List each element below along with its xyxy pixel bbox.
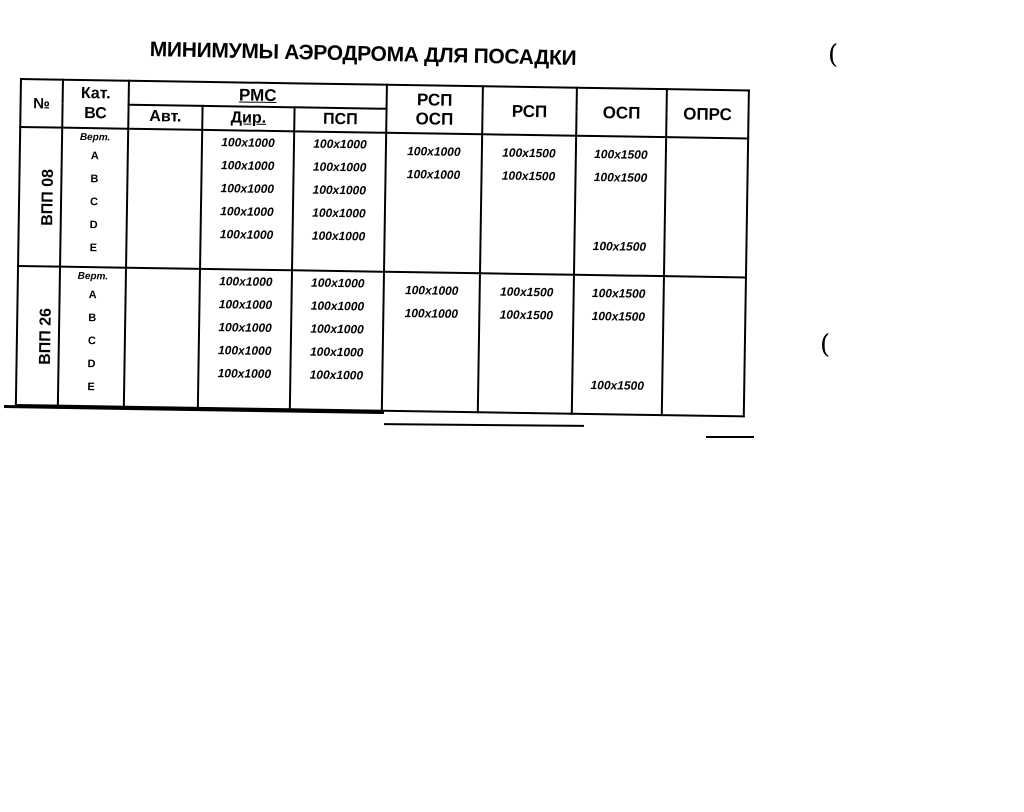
minima-value: 100x1000 bbox=[406, 167, 461, 182]
minima-value: 100x1000 bbox=[217, 343, 272, 358]
minima-value: 100x1000 bbox=[311, 228, 366, 244]
minima-table bbox=[15, 78, 750, 417]
minima-value: 100x1500 bbox=[499, 284, 554, 300]
psp-cell bbox=[290, 270, 384, 410]
table-row bbox=[18, 127, 748, 277]
header-rsp: РСП bbox=[482, 86, 577, 135]
minima-value: 100x1500 bbox=[592, 239, 647, 254]
runway-cell bbox=[18, 127, 62, 267]
table-row bbox=[16, 266, 746, 416]
minima-value: 100x1000 bbox=[404, 283, 459, 298]
header-dir-label: Дир. bbox=[230, 109, 267, 127]
minima-value: 100x1000 bbox=[217, 366, 272, 381]
category-list bbox=[58, 267, 126, 407]
minima-value: 100x1000 bbox=[312, 159, 367, 175]
header-rsp-osp-line2: ОСП bbox=[415, 109, 454, 129]
header-rms-label: РМС bbox=[238, 84, 277, 105]
minima-value: 100x1000 bbox=[218, 297, 273, 312]
header-number: № bbox=[20, 79, 63, 128]
minima-value: 100x1000 bbox=[312, 205, 366, 221]
category-item: B bbox=[88, 312, 97, 325]
header-cat-line1: Кат. bbox=[80, 84, 111, 103]
minima-value: 100x1000 bbox=[407, 144, 461, 159]
category-item: A bbox=[88, 289, 97, 302]
category-item: E bbox=[89, 242, 98, 255]
avt-cell bbox=[124, 268, 200, 408]
minima-value: 100x1000 bbox=[310, 298, 365, 314]
minima-value: 100x1500 bbox=[499, 307, 554, 323]
minima-value: 100x1000 bbox=[309, 367, 364, 383]
margin-mark: ( bbox=[828, 40, 839, 70]
minima-value: 100x1000 bbox=[218, 320, 272, 335]
header-oprs: ОПРС bbox=[666, 89, 749, 138]
minima-table-container bbox=[15, 78, 748, 415]
header-rsp-osp bbox=[386, 85, 483, 135]
dir-cell bbox=[200, 130, 294, 270]
header-cat-line2: ВС bbox=[84, 105, 107, 123]
header-osp: ОСП bbox=[576, 88, 667, 137]
minima-value: 100x1000 bbox=[220, 158, 275, 174]
category-item: D bbox=[89, 219, 98, 232]
oprs-cell bbox=[664, 137, 748, 277]
minima-value: 100x1500 bbox=[591, 309, 646, 324]
minima-value: 100x1000 bbox=[219, 274, 273, 289]
avt-cell bbox=[126, 129, 202, 269]
header-avt: Авт. bbox=[128, 105, 202, 130]
rsp-osp-cell bbox=[384, 133, 482, 273]
psp-cell bbox=[292, 131, 386, 271]
category-item: Верт. bbox=[77, 270, 109, 283]
osp-cell bbox=[572, 275, 664, 415]
minima-value: 100x1500 bbox=[501, 168, 556, 184]
minima-value: 100x1000 bbox=[404, 306, 459, 321]
minima-value: 100x1500 bbox=[594, 147, 648, 162]
minima-value: 100x1000 bbox=[311, 275, 365, 291]
runway-label: ВПП 26 bbox=[36, 307, 55, 365]
category-list bbox=[60, 128, 128, 268]
minima-value: 100x1000 bbox=[220, 204, 274, 219]
header-psp: ПСП bbox=[294, 107, 386, 132]
rsp-cell bbox=[480, 134, 576, 274]
header-dir bbox=[202, 106, 294, 131]
category-item: A bbox=[90, 150, 99, 163]
minima-value: 100x1000 bbox=[220, 181, 275, 197]
document-title: МИНИМУМЫ АЭРОДРОМА ДЛЯ ПОСАДКИ bbox=[149, 38, 577, 70]
minima-value: 100x1000 bbox=[219, 227, 274, 242]
minima-value: 100x1500 bbox=[502, 145, 556, 161]
runway-cell bbox=[16, 266, 60, 406]
minima-value: 100x1000 bbox=[312, 182, 367, 198]
minima-value: 100x1000 bbox=[313, 136, 367, 152]
category-item: C bbox=[89, 196, 99, 209]
category-item: D bbox=[87, 358, 96, 371]
dir-cell bbox=[198, 269, 292, 409]
header-rsp-osp-line1: РСП bbox=[416, 90, 453, 110]
minima-value: 100x1000 bbox=[310, 321, 364, 337]
minima-value: 100x1500 bbox=[593, 170, 648, 185]
rsp-osp-cell bbox=[382, 272, 480, 412]
category-item: E bbox=[87, 381, 95, 394]
header-aircraft-category bbox=[62, 80, 129, 129]
minima-value: 100x1000 bbox=[221, 135, 275, 151]
runway-label: ВПП 08 bbox=[39, 168, 57, 226]
minima-value: 100x1500 bbox=[591, 286, 646, 301]
margin-mark: ( bbox=[820, 330, 831, 360]
oprs-cell bbox=[662, 276, 746, 416]
minima-value: 100x1500 bbox=[590, 378, 645, 393]
category-item: Верт. bbox=[79, 131, 111, 144]
category-item: B bbox=[90, 173, 99, 186]
osp-cell bbox=[574, 136, 666, 276]
bottom-rule-right bbox=[706, 436, 754, 438]
bottom-rule-middle bbox=[384, 423, 584, 427]
category-item: C bbox=[87, 335, 96, 348]
minima-value: 100x1000 bbox=[309, 344, 364, 360]
rsp-cell bbox=[478, 273, 574, 413]
